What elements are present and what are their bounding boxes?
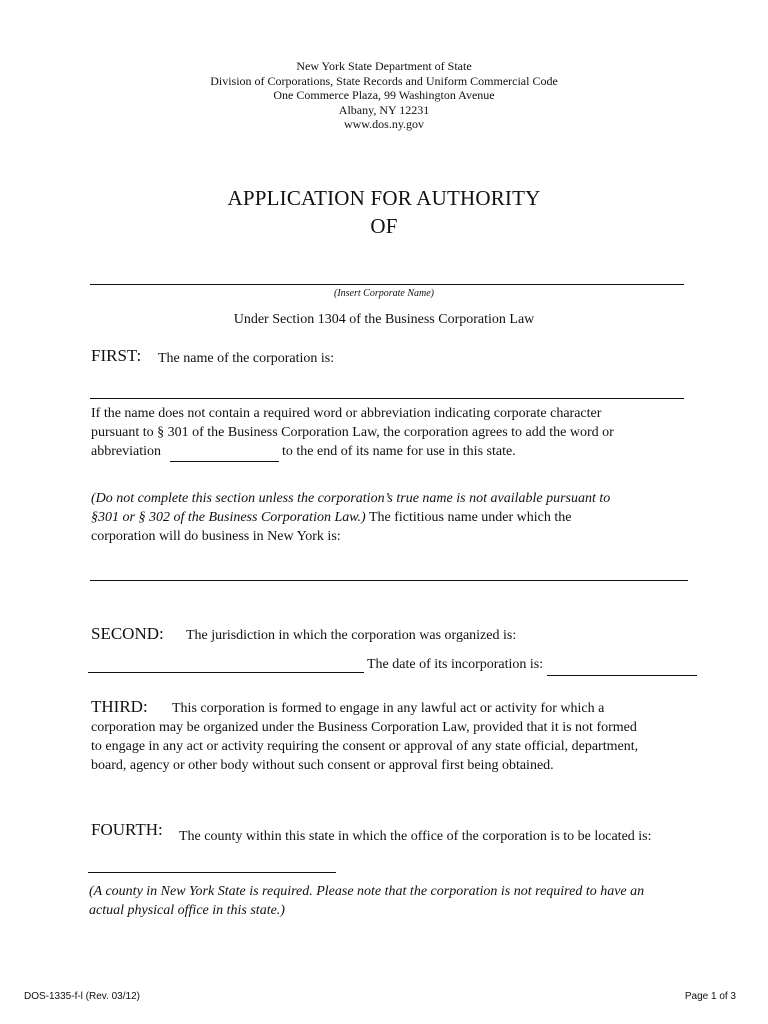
first-paragraph <box>91 404 614 442</box>
county-field[interactable] <box>88 872 336 873</box>
fourth-text: The county within this state in which the office of the corporation is to be located is: <box>179 829 652 844</box>
fictitious-italic-line-2: §301 or § 302 of the Business Corporation Law.) <box>91 510 366 525</box>
fictitious-italic-line-1: (Do not complete this section unless the corporation’s true name is not available pursuant to <box>91 491 611 506</box>
first-text: The name of the corporation is: <box>158 351 335 366</box>
header-line-address: One Commerce Plaza, 99 Washington Avenue <box>273 88 495 102</box>
corporate-name-caption: (Insert Corporate Name) <box>334 288 434 299</box>
third-line-1: This corporation is formed to engage in any lawful act or activity for which a <box>172 701 605 716</box>
fictitious-name-paragraph <box>91 489 610 546</box>
abbreviation-field[interactable] <box>170 461 279 462</box>
fictitious-line-2-rest: The fictitious name under which the <box>368 510 572 525</box>
third-line-2: corporation may be organized under the Business Corporation Law, provided that it is not formed <box>91 720 637 735</box>
page-number: Page 1 of 3 <box>684 991 736 1002</box>
first-paragraph-line-2: pursuant to § 301 of the Business Corporation Law, the corporation agrees to add the word or <box>91 425 614 440</box>
third-paragraph <box>91 718 638 775</box>
incorporation-date-label: The date of its incorporation is: <box>367 657 544 672</box>
county-note-line-1: (A county in New York State is required. Please note that the corporation is not required to have an <box>89 884 645 899</box>
county-note-line-2: actual physical office in this state.) <box>89 903 285 918</box>
second-heading: SECOND: <box>91 624 164 643</box>
third-heading: THIRD: <box>91 697 148 716</box>
document-title <box>0 184 768 240</box>
fourth-heading: FOURTH: <box>91 820 163 839</box>
corporation-name-field[interactable] <box>90 398 684 399</box>
title-line-1: APPLICATION FOR AUTHORITY <box>227 186 541 210</box>
title-line-2: OF <box>370 214 398 238</box>
jurisdiction-field[interactable] <box>88 672 364 673</box>
corporate-name-field[interactable] <box>90 284 684 285</box>
first-paragraph-line-3a: abbreviation <box>91 444 161 459</box>
first-heading: FIRST: <box>91 346 142 365</box>
third-line-3: to engage in any act or activity requiring the consent or approval of any state official, department, <box>91 739 639 754</box>
fictitious-line-3: corporation will do business in New York is: <box>91 529 341 544</box>
header-line-website: www.dos.ny.gov <box>343 117 425 131</box>
third-line-4: board, agency or other body without such consent or approval first being obtained. <box>91 758 554 773</box>
second-text: The jurisdiction in which the corporation was organized is: <box>186 628 517 643</box>
first-paragraph-line-3b: to the end of its name for use in this state. <box>282 444 516 459</box>
first-paragraph-line-1: If the name does not contain a required word or abbreviation indicating corporate character <box>91 406 602 421</box>
incorporation-date-field[interactable] <box>547 675 697 676</box>
header-line-division: Division of Corporations, State Records and Uniform Commercial Code <box>210 73 558 88</box>
form-id: DOS-1335-f-l (Rev. 03/12) <box>24 991 140 1002</box>
statute-subtitle: Under Section 1304 of the Business Corporation Law <box>233 312 535 327</box>
header-line-city: Albany, NY 12231 <box>338 102 430 117</box>
fictitious-name-field[interactable] <box>90 580 688 581</box>
header-line-department: New York State Department of State <box>296 59 472 73</box>
county-note <box>89 882 644 920</box>
agency-header <box>0 59 768 132</box>
